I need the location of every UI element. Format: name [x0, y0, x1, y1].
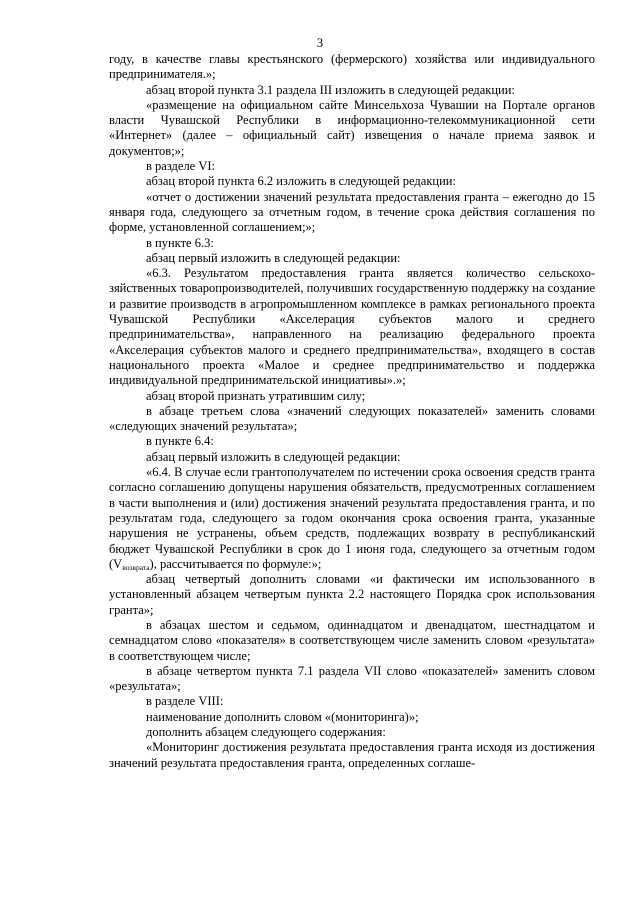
paragraph: «размещение на официальном сайте Минсельхоза Чувашии на Портале органов власти Чувашской Республики в информационно-телекоммуникационной сети «Интернет» (далее – официальный сайт) извещения о начале приема заявок и документов;»;	[109, 97, 595, 158]
paragraph: абзац первый изложить в следующей редакции:	[146, 449, 401, 464]
paragraph: абзац первый изложить в следующей редакции:	[146, 250, 401, 265]
paragraph: абзац второй пункта 6.2 изложить в следующей редакции:	[146, 174, 456, 189]
paragraph: году, в качестве главы крестьянского (фермерского) хозяйства или индивидуального предпринимателя.»;	[109, 52, 595, 82]
paragraph: «Мониторинг достижения результата предоставления гранта исходя из достижения значений результата предоставления гранта, определенных соглаше-	[109, 740, 595, 770]
paragraph: в абзацах шестом и седьмом, одиннадцатом и двенадцатом, шестнадцатом и семнадцатом слово «показателя» в соответствующем числе заменить словом «результата» в соответствующем числе;	[109, 617, 595, 663]
paragraph: «6.3. Результатом предоставления гранта является количество сельскохозяйственных товаропроизводителей, получивших государственную поддержку на создание и развитие производств в агропромышленном комплексе в рамках регионального проекта Чувашской Республики «Акселерация субъектов малого и среднего предпринимательства», направленного на реализацию федерального проекта «Акселерация субъектов малого и среднего предпринимательства», входящего в состав национального проекта «Малое и среднее предпринимательство и поддержка индивидуальной предпринимательской инициативы».»;	[109, 266, 595, 388]
paragraph: в пункте 6.3:	[146, 235, 214, 250]
paragraph: в разделе VIII:	[146, 694, 224, 709]
paragraph: «отчет о достижении значений результата предоставления гранта – ежегодно до 15 января года, следующего за отчетным годом, в течение срока действия соглашения по форме, установленной соглашением;»;	[109, 189, 595, 235]
paragraph: абзац четвертый дополнить словами «и фактически им использованного в установленный абзацем четвертым пункта 2.2 настоящего Порядка срок использования гранта»;	[109, 572, 595, 617]
subscript-vozvrata: возврата	[122, 562, 150, 572]
paragraph: наименование дополнить словом «(мониторинга)»;	[146, 709, 419, 724]
paragraph: абзац второй пункта 3.1 раздела III изложить в следующей редакции:	[146, 82, 515, 97]
paragraph: абзац второй признать утратившим силу;	[146, 388, 366, 403]
paragraph: в абзаце четвертом пункта 7.1 раздела VII слово «показателей» заменить словом «результата»;	[109, 663, 595, 694]
document-body	[109, 52, 595, 771]
paragraph: в пункте 6.4:	[146, 434, 214, 449]
paragraph-with-subscript	[109, 465, 595, 572]
page-number: 3	[316, 36, 324, 50]
paragraph: в абзаце третьем слова «значений следующих показателей» заменить словами «следующих значений результата»;	[109, 403, 595, 434]
paragraph-text-after: ), рассчитывается по формуле:»;	[149, 556, 322, 571]
paragraph-text-before: «6.4. В случае если грантополучателем по истечении срока освоения средств гранта согласно соглашению допущены нарушения обязательств, предусмотренных соглашением в части выполнения и (или) достижения значений результата предоставления гранта, и по результатам года, следующего за годом окончания срока освоения гранта, указанные нарушения не устранены, объем средств, подлежащих возврату в республиканский бюджет Чувашской Республики в срок до 1 июня года, следующего за отчетным годом (V	[109, 465, 595, 571]
paragraph: дополнить абзацем следующего содержания:	[146, 725, 386, 740]
paragraph: в разделе VI:	[146, 159, 216, 174]
